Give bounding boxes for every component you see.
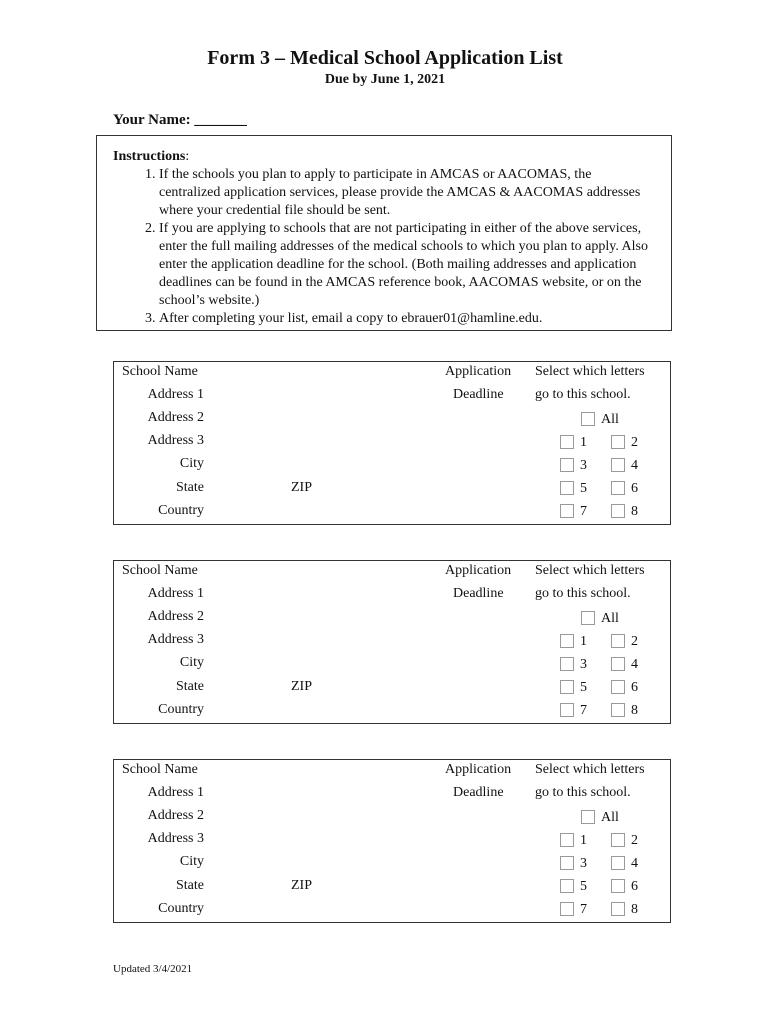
address1-label: Address 1 xyxy=(147,785,204,800)
instructions-box xyxy=(96,135,672,331)
checkbox-3[interactable] xyxy=(560,856,574,870)
checkbox-8[interactable] xyxy=(611,902,625,916)
checkbox-2[interactable] xyxy=(611,634,625,648)
due-date: Due by June 1, 2021 xyxy=(324,72,446,87)
instructions-heading: Instructions xyxy=(113,149,186,164)
application-label: Application xyxy=(445,762,512,777)
checkbox-3[interactable] xyxy=(560,657,574,671)
checkbox-1[interactable] xyxy=(560,833,574,847)
checkbox-6-label: 6 xyxy=(631,680,638,695)
select-letters-label-2: go to this school. xyxy=(535,785,631,800)
checkbox-7-label: 7 xyxy=(580,703,587,718)
instruction-item-2: 2. If you are applying to schools that are not participating in either of the above services, enter the full mailing addresses of the medical schools to which you plan to apply. Also enter the application deadline for the school. (Both mailing addresses and application deadlines can be found in the AMCAS reference book, AACOMAS website, or on the school’s website.) xyxy=(159,220,655,310)
checkbox-4[interactable] xyxy=(611,856,625,870)
checkbox-2[interactable] xyxy=(611,833,625,847)
country-label: Country xyxy=(158,503,204,518)
checkbox-6[interactable] xyxy=(611,680,625,694)
page-title: Form 3 – Medical School Application List xyxy=(207,47,563,69)
checkbox-1-label: 1 xyxy=(580,435,587,450)
checkbox-3-label: 3 xyxy=(580,458,587,473)
school-entry-block-2 xyxy=(113,560,671,724)
address3-label: Address 3 xyxy=(147,433,204,448)
select-letters-label: Select which letters xyxy=(535,364,645,379)
checkbox-3-label: 3 xyxy=(580,856,587,871)
checkbox-1[interactable] xyxy=(560,634,574,648)
checkbox-2-label: 2 xyxy=(631,634,638,649)
checkbox-8-label: 8 xyxy=(631,902,638,917)
checkbox-6-label: 6 xyxy=(631,879,638,894)
city-label: City xyxy=(179,655,204,670)
checkbox-4-label: 4 xyxy=(631,856,638,871)
country-label: Country xyxy=(158,901,204,916)
instruction-item-1: 1. If the schools you plan to apply to participate in AMCAS or AACOMAS, the centralized application services, please provide the AMCAS & AACOMAS addresses where your credential file should be sent. xyxy=(159,166,655,220)
checkbox-7-label: 7 xyxy=(580,504,587,519)
school-name-label: School Name xyxy=(122,762,198,777)
country-label: Country xyxy=(158,702,204,717)
checkbox-5[interactable] xyxy=(560,481,574,495)
state-label: State xyxy=(176,878,204,893)
state-label: State xyxy=(176,480,204,495)
checkbox-all-label: All xyxy=(601,412,619,427)
checkbox-5-label: 5 xyxy=(580,879,587,894)
state-label: State xyxy=(176,679,204,694)
checkbox-1-label: 1 xyxy=(580,833,587,848)
school-entry-block-3 xyxy=(113,759,671,923)
address2-label: Address 2 xyxy=(147,410,204,425)
checkbox-all-label: All xyxy=(601,810,619,825)
address3-label: Address 3 xyxy=(147,831,204,846)
address1-label: Address 1 xyxy=(147,387,204,402)
checkbox-3-label: 3 xyxy=(580,657,587,672)
deadline-label: Deadline xyxy=(453,387,504,402)
checkbox-1[interactable] xyxy=(560,435,574,449)
checkbox-2-label: 2 xyxy=(631,435,638,450)
address2-label: Address 2 xyxy=(147,609,204,624)
checkbox-2-label: 2 xyxy=(631,833,638,848)
checkbox-all[interactable] xyxy=(581,810,595,824)
instructions-list xyxy=(113,166,655,328)
select-letters-label: Select which letters xyxy=(535,762,645,777)
checkbox-8-label: 8 xyxy=(631,703,638,718)
application-label: Application xyxy=(445,563,512,578)
checkbox-4-label: 4 xyxy=(631,458,638,473)
checkbox-all[interactable] xyxy=(581,611,595,625)
deadline-label: Deadline xyxy=(453,586,504,601)
checkbox-all[interactable] xyxy=(581,412,595,426)
checkbox-7-label: 7 xyxy=(580,902,587,917)
checkbox-5-label: 5 xyxy=(580,481,587,496)
select-letters-label-2: go to this school. xyxy=(535,387,631,402)
address1-label: Address 1 xyxy=(147,586,204,601)
checkbox-6-label: 6 xyxy=(631,481,638,496)
checkbox-7[interactable] xyxy=(560,902,574,916)
checkbox-all-label: All xyxy=(601,611,619,626)
checkbox-5[interactable] xyxy=(560,879,574,893)
select-letters-label-2: go to this school. xyxy=(535,586,631,601)
school-entry-block-1 xyxy=(113,361,671,525)
checkbox-3[interactable] xyxy=(560,458,574,472)
checkbox-1-label: 1 xyxy=(580,634,587,649)
checkbox-7[interactable] xyxy=(560,703,574,717)
application-label: Application xyxy=(445,364,512,379)
checkbox-8-label: 8 xyxy=(631,504,638,519)
city-label: City xyxy=(179,854,204,869)
updated-date: Updated 3/4/2021 xyxy=(113,963,193,975)
select-letters-label: Select which letters xyxy=(535,563,645,578)
zip-label: ZIP xyxy=(291,480,312,495)
deadline-label: Deadline xyxy=(453,785,504,800)
school-name-label: School Name xyxy=(122,563,198,578)
checkbox-8[interactable] xyxy=(611,703,625,717)
checkbox-4-label: 4 xyxy=(631,657,638,672)
zip-label: ZIP xyxy=(291,679,312,694)
checkbox-6[interactable] xyxy=(611,879,625,893)
school-name-label: School Name xyxy=(122,364,198,379)
checkbox-2[interactable] xyxy=(611,435,625,449)
address3-label: Address 3 xyxy=(147,632,204,647)
instructions-colon: : xyxy=(185,149,190,164)
address2-label: Address 2 xyxy=(147,808,204,823)
city-label: City xyxy=(179,456,204,471)
checkbox-6[interactable] xyxy=(611,481,625,495)
zip-label: ZIP xyxy=(291,878,312,893)
checkbox-4[interactable] xyxy=(611,458,625,472)
instruction-item-3: 3. After completing your list, email a copy to ebrauer01@hamline.edu. xyxy=(159,310,655,328)
checkbox-5[interactable] xyxy=(560,680,574,694)
checkbox-4[interactable] xyxy=(611,657,625,671)
checkbox-5-label: 5 xyxy=(580,680,587,695)
checkbox-7[interactable] xyxy=(560,504,574,518)
instructions-heading-line xyxy=(113,148,655,166)
your-name-field[interactable]: Your Name: _______ xyxy=(113,112,247,128)
checkbox-8[interactable] xyxy=(611,504,625,518)
